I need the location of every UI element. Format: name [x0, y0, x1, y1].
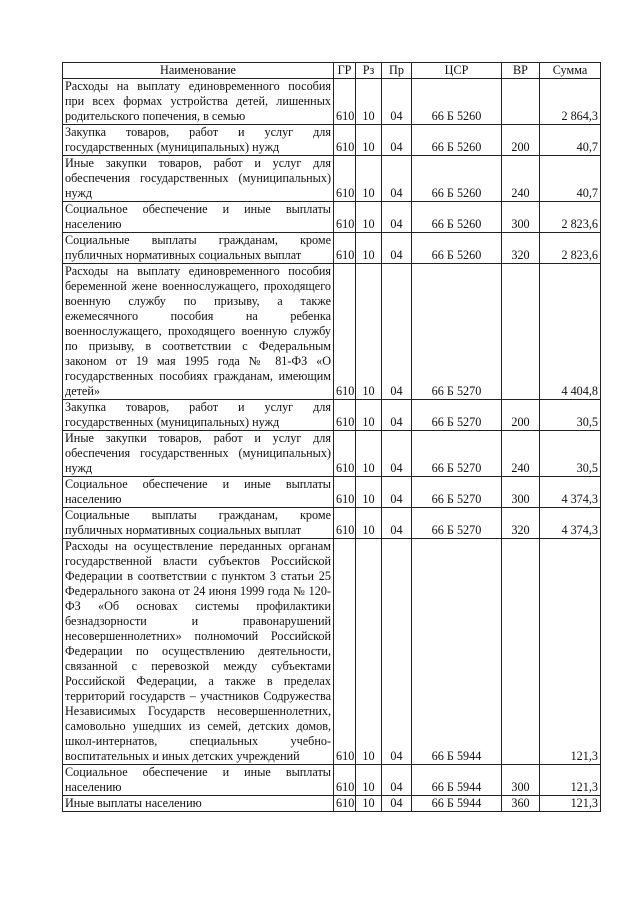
cell-rz: 10 — [356, 508, 382, 539]
cell-rz: 10 — [356, 400, 382, 431]
cell-pr: 04 — [382, 796, 412, 812]
cell-pr: 04 — [382, 477, 412, 508]
cell-name: Социальное обеспечение и иные выплаты населению — [63, 477, 334, 508]
cell-sum: 4 374,3 — [540, 477, 601, 508]
cell-vr — [502, 539, 540, 765]
cell-csr: 66 Б 5270 — [412, 400, 502, 431]
cell-pr: 04 — [382, 233, 412, 264]
cell-gr: 610 — [334, 400, 356, 431]
cell-gr: 610 — [334, 539, 356, 765]
cell-rz: 10 — [356, 264, 382, 400]
cell-name: Социальное обеспечение и иные выплаты населению — [63, 765, 334, 796]
cell-csr: 66 Б 5270 — [412, 477, 502, 508]
cell-gr: 610 — [334, 477, 356, 508]
cell-name: Иные закупки товаров, работ и услуг для обеспечения государственных (муниципальных) нужд — [63, 431, 334, 477]
cell-pr: 04 — [382, 539, 412, 765]
header-vr: ВР — [502, 63, 540, 79]
cell-csr: 66 Б 5260 — [412, 125, 502, 156]
cell-csr: 66 Б 5270 — [412, 508, 502, 539]
cell-sum: 4 404,8 — [540, 264, 601, 400]
cell-gr: 610 — [334, 233, 356, 264]
cell-csr: 66 Б 5260 — [412, 79, 502, 125]
cell-rz: 10 — [356, 233, 382, 264]
table-row — [63, 508, 601, 539]
cell-vr: 300 — [502, 765, 540, 796]
header-csr: ЦСР — [412, 63, 502, 79]
cell-name: Закупка товаров, работ и услуг для государственных (муниципальных) нужд — [63, 400, 334, 431]
cell-sum: 40,7 — [540, 156, 601, 202]
cell-vr: 240 — [502, 156, 540, 202]
cell-sum: 121,3 — [540, 539, 601, 765]
cell-sum: 2 823,6 — [540, 233, 601, 264]
cell-pr: 04 — [382, 156, 412, 202]
table-row — [63, 156, 601, 202]
cell-pr: 04 — [382, 79, 412, 125]
document-page — [62, 62, 600, 812]
cell-name: Закупка товаров, работ и услуг для государственных (муниципальных) нужд — [63, 125, 334, 156]
cell-vr: 200 — [502, 125, 540, 156]
cell-sum: 40,7 — [540, 125, 601, 156]
cell-name: Социальное обеспечение и иные выплаты населению — [63, 202, 334, 233]
header-gr: ГР — [334, 63, 356, 79]
cell-csr: 66 Б 5944 — [412, 796, 502, 812]
cell-gr: 610 — [334, 202, 356, 233]
cell-name: Расходы на выплату единовременного пособия при всех формах устройства детей, лишенных родительского попечения, в семью — [63, 79, 334, 125]
cell-sum: 30,5 — [540, 431, 601, 477]
cell-rz: 10 — [356, 477, 382, 508]
cell-vr: 300 — [502, 202, 540, 233]
cell-sum: 121,3 — [540, 765, 601, 796]
cell-csr: 66 Б 5270 — [412, 264, 502, 400]
cell-rz: 10 — [356, 79, 382, 125]
cell-pr: 04 — [382, 400, 412, 431]
cell-rz: 10 — [356, 796, 382, 812]
cell-sum: 30,5 — [540, 400, 601, 431]
cell-rz: 10 — [356, 202, 382, 233]
table-row — [63, 539, 601, 765]
header-sum: Сумма — [540, 63, 601, 79]
cell-vr — [502, 264, 540, 400]
cell-csr: 66 Б 5260 — [412, 156, 502, 202]
table-row — [63, 79, 601, 125]
cell-gr: 610 — [334, 431, 356, 477]
header-row — [63, 63, 601, 79]
cell-csr: 66 Б 5944 — [412, 539, 502, 765]
cell-vr: 200 — [502, 400, 540, 431]
cell-gr: 610 — [334, 125, 356, 156]
cell-name: Расходы на осуществление переданных органам государственной власти субъектов Российской Федерации в соответствии с пунктом 3 статьи 25 Федерального закона от 24 июня 1999 года № 120-ФЗ «Об основах системы профилактики безнадзорности и правонарушений несовершеннолетних» полномочий Российской Федерации по осуществлению деятельности, связанной с перевозкой между субъектами Российской Федерации, а также в пределах территорий государств – участников Содружества Независимых Государств несовершеннолетних, самовольно ушедших из семей, детских домов, школ-интернатов, специальных учебно-воспитательных и иных детских учреждений — [63, 539, 334, 765]
cell-name: Расходы на выплату единовременного пособия беременной жене военнослужащего, проходящего военную службу по призыву, а также ежемесячного пособия на ребенка военнослужащего, проходящего военную службу по призыву, в соответствии с Федеральным законом от 19 мая 1995 года № 81-ФЗ «О государственных пособиях гражданам, имеющим детей» — [63, 264, 334, 400]
cell-gr: 610 — [334, 765, 356, 796]
cell-rz: 10 — [356, 125, 382, 156]
header-rz: Рз — [356, 63, 382, 79]
cell-csr: 66 Б 5270 — [412, 431, 502, 477]
cell-vr: 320 — [502, 233, 540, 264]
cell-name: Социальные выплаты гражданам, кроме публичных нормативных социальных выплат — [63, 233, 334, 264]
cell-vr: 300 — [502, 477, 540, 508]
table-row — [63, 264, 601, 400]
cell-rz: 10 — [356, 156, 382, 202]
cell-name: Иные выплаты населению — [63, 796, 334, 812]
cell-pr: 04 — [382, 765, 412, 796]
cell-name: Социальные выплаты гражданам, кроме публичных нормативных социальных выплат — [63, 508, 334, 539]
cell-sum: 2 823,6 — [540, 202, 601, 233]
budget-table — [62, 62, 601, 812]
cell-pr: 04 — [382, 508, 412, 539]
cell-rz: 10 — [356, 539, 382, 765]
cell-pr: 04 — [382, 264, 412, 400]
cell-csr: 66 Б 5260 — [412, 233, 502, 264]
cell-sum: 121,3 — [540, 796, 601, 812]
header-name: Наименование — [63, 63, 334, 79]
table-row — [63, 431, 601, 477]
cell-vr: 320 — [502, 508, 540, 539]
cell-gr: 610 — [334, 508, 356, 539]
cell-csr: 66 Б 5944 — [412, 765, 502, 796]
cell-gr: 610 — [334, 156, 356, 202]
table-row — [63, 796, 601, 812]
cell-name: Иные закупки товаров, работ и услуг для обеспечения государственных (муниципальных) нужд — [63, 156, 334, 202]
table-row — [63, 125, 601, 156]
cell-sum: 2 864,3 — [540, 79, 601, 125]
header-pr: Пр — [382, 63, 412, 79]
table-row — [63, 477, 601, 508]
cell-gr: 610 — [334, 264, 356, 400]
cell-gr: 610 — [334, 79, 356, 125]
cell-vr: 240 — [502, 431, 540, 477]
cell-rz: 10 — [356, 765, 382, 796]
table-row — [63, 400, 601, 431]
cell-vr: 360 — [502, 796, 540, 812]
cell-gr: 610 — [334, 796, 356, 812]
cell-vr — [502, 79, 540, 125]
cell-rz: 10 — [356, 431, 382, 477]
cell-csr: 66 Б 5260 — [412, 202, 502, 233]
cell-pr: 04 — [382, 125, 412, 156]
cell-pr: 04 — [382, 431, 412, 477]
table-row — [63, 765, 601, 796]
cell-pr: 04 — [382, 202, 412, 233]
cell-sum: 4 374,3 — [540, 508, 601, 539]
table-row — [63, 202, 601, 233]
table-row — [63, 233, 601, 264]
